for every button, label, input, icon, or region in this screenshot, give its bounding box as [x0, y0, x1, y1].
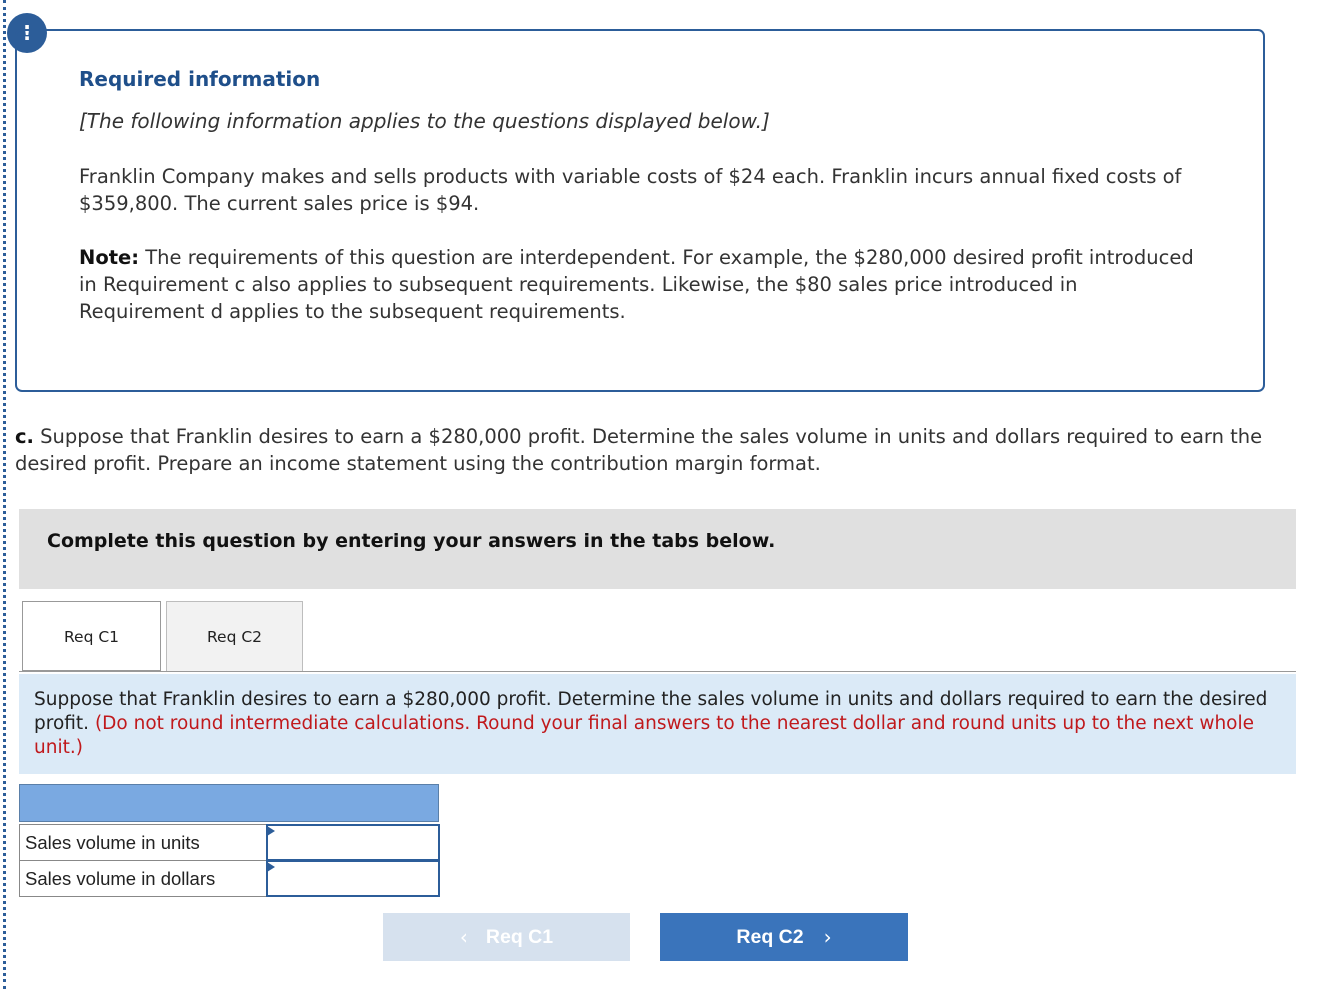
- prev-button-label: Req C1: [485, 925, 554, 948]
- chevron-left-icon: ‹: [459, 925, 468, 949]
- input-marker-icon: [267, 826, 275, 836]
- note-text: The requirements of this question are interdependent. For example, the $280,000 desired profit introduced in Requirement c also applies to subsequent requirements. Likewise, the $80 sales price introduced in Requirement d applies to the subsequent requirements.: [79, 246, 1194, 323]
- table-row-dollars: [19, 860, 439, 897]
- req-c1-instructions: [19, 674, 1296, 774]
- required-info-paragraph: Franklin Company makes and sells products with variable costs of $24 each. Franklin incurs annual fixed costs of $359,800. The current sales price is $94.: [79, 165, 1182, 215]
- tab-req-c2[interactable]: [166, 601, 303, 672]
- instructions-text: [34, 688, 1279, 760]
- prev-req-c1-button[interactable]: [383, 913, 630, 961]
- note-label: Note:: [79, 246, 140, 269]
- next-req-c2-button[interactable]: [660, 913, 908, 961]
- tab-req-c2-label: Req C2: [206, 628, 263, 646]
- instructions-main: Suppose that Franklin desires to earn a $280,000 profit. Determine the sales volume in units and dollars required to earn the desired profit.: [34, 689, 1268, 734]
- banner-text: Complete this question by entering your answers in the tabs below.: [47, 530, 776, 552]
- answer-table: [19, 784, 439, 897]
- table-row-units: [19, 824, 439, 861]
- next-button-label: Req C2: [736, 925, 804, 948]
- sales-volume-units-input[interactable]: [266, 824, 440, 861]
- required-info-note: [79, 244, 1209, 325]
- input-marker-icon: [267, 862, 275, 872]
- required-info-title: Required information: [79, 67, 321, 91]
- instructions-rounding-note: (Do not round intermediate calculations. Round your final answers to the nearest dollar and round units up to the next whole unit.): [34, 713, 1255, 758]
- left-dotted-rule: [3, 0, 6, 989]
- alert-icon: !: [7, 13, 47, 53]
- question-body: Suppose that Franklin desires to earn a $280,000 profit. Determine the sales volume in units and dollars required to earn the desired profit. Prepare an income statement using the contribution margin format.: [15, 425, 1263, 475]
- row-label-units: Sales volume in units: [25, 832, 200, 853]
- question-label: c.: [15, 425, 34, 448]
- answer-table-header: [19, 784, 439, 822]
- chevron-right-icon: ›: [823, 925, 832, 949]
- row-label-dollars: Sales volume in dollars: [25, 868, 216, 889]
- sales-volume-dollars-input[interactable]: [266, 860, 440, 897]
- tab-req-c1[interactable]: [22, 601, 161, 672]
- tab-divider: [19, 671, 1296, 672]
- required-info-subtitle: [The following information applies to the questions displayed below.]: [79, 109, 770, 133]
- instructions-banner: [19, 509, 1296, 589]
- tab-req-c1-label: Req C1: [63, 628, 120, 646]
- question-c-text: [15, 423, 1325, 477]
